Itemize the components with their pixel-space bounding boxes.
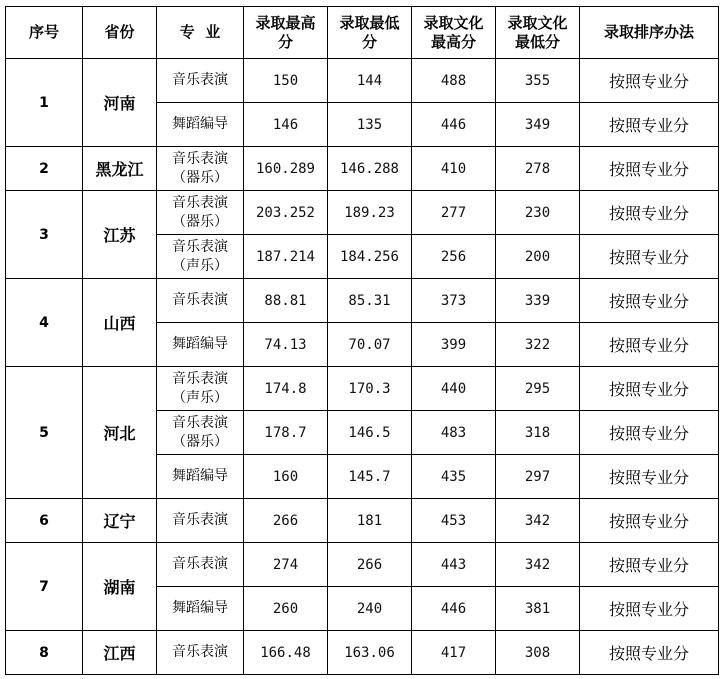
min-culture-cell: 295	[496, 367, 580, 411]
min-score-cell: 163.06	[328, 631, 412, 675]
row-index: 1	[6, 59, 83, 147]
method-cell: 按照专业分	[580, 367, 719, 411]
table-row	[6, 367, 719, 411]
min-score-cell: 85.31	[328, 279, 412, 323]
min-culture-cell: 200	[496, 235, 580, 279]
header-province: 省份	[83, 7, 157, 59]
major-cell	[157, 587, 244, 631]
table-row	[6, 279, 719, 323]
max-score-cell: 266	[244, 499, 328, 543]
max-score-cell: 150	[244, 59, 328, 103]
province-cell: 山西	[83, 279, 157, 367]
min-score-cell: 70.07	[328, 323, 412, 367]
max-score-cell: 166.48	[244, 631, 328, 675]
min-culture-cell: 339	[496, 279, 580, 323]
min-score-cell: 135	[328, 103, 412, 147]
major-cell	[157, 367, 244, 411]
method-cell: 按照专业分	[580, 147, 719, 191]
min-culture-cell: 355	[496, 59, 580, 103]
major-cell	[157, 191, 244, 235]
header-row	[6, 7, 719, 59]
major-line: 音乐表演	[172, 644, 228, 660]
province-cell: 河南	[83, 59, 157, 147]
min-culture-cell: 342	[496, 543, 580, 587]
major-cell	[157, 543, 244, 587]
major-line: 音乐表演	[172, 238, 228, 255]
max-culture-cell: 417	[412, 631, 496, 675]
major-line: 音乐表演	[172, 370, 228, 387]
major-line: 音乐表演	[172, 292, 228, 308]
major-line: （器乐）	[172, 169, 228, 186]
max-score-cell: 160.289	[244, 147, 328, 191]
major-cell	[157, 455, 244, 499]
major-cell	[157, 279, 244, 323]
max-score-cell: 160	[244, 455, 328, 499]
major-line: 音乐表演	[172, 194, 228, 211]
max-culture-cell: 488	[412, 59, 496, 103]
max-culture-cell: 440	[412, 367, 496, 411]
max-score-cell: 260	[244, 587, 328, 631]
row-index: 7	[6, 543, 83, 631]
header-max-score-line2: 分	[277, 32, 293, 51]
major-line: 舞蹈编导	[172, 468, 228, 484]
max-score-cell: 203.252	[244, 191, 328, 235]
province-cell: 江西	[83, 631, 157, 675]
method-cell: 按照专业分	[580, 103, 719, 147]
max-culture-cell: 483	[412, 411, 496, 455]
min-score-cell: 146.5	[328, 411, 412, 455]
max-culture-cell: 410	[412, 147, 496, 191]
min-score-cell: 145.7	[328, 455, 412, 499]
method-cell: 按照专业分	[580, 587, 719, 631]
min-score-cell: 181	[328, 499, 412, 543]
header-index: 序号	[6, 7, 83, 59]
table-row	[6, 631, 719, 675]
table-row	[6, 499, 719, 543]
min-score-cell: 189.23	[328, 191, 412, 235]
header-min-score-line2: 分	[361, 32, 377, 51]
min-score-cell: 146.288	[328, 147, 412, 191]
max-culture-cell: 373	[412, 279, 496, 323]
max-score-cell: 274	[244, 543, 328, 587]
min-culture-cell: 322	[496, 323, 580, 367]
header-min-score	[328, 7, 412, 59]
row-index: 6	[6, 499, 83, 543]
min-culture-cell: 318	[496, 411, 580, 455]
max-score-cell: 146	[244, 103, 328, 147]
major-line: （器乐）	[172, 213, 228, 230]
max-culture-cell: 256	[412, 235, 496, 279]
major-line: 音乐表演	[172, 150, 228, 167]
major-line: 音乐表演	[172, 72, 228, 88]
province-cell: 河北	[83, 367, 157, 499]
min-score-cell: 184.256	[328, 235, 412, 279]
major-line: 舞蹈编导	[172, 336, 228, 352]
major-cell	[157, 147, 244, 191]
method-cell: 按照专业分	[580, 59, 719, 103]
min-score-cell: 144	[328, 59, 412, 103]
max-culture-cell: 453	[412, 499, 496, 543]
method-cell: 按照专业分	[580, 191, 719, 235]
row-index: 4	[6, 279, 83, 367]
major-line: （声乐）	[172, 389, 228, 406]
header-min-score-line1: 录取最低	[339, 13, 400, 32]
max-culture-cell: 435	[412, 455, 496, 499]
method-cell: 按照专业分	[580, 411, 719, 455]
major-line: 舞蹈编导	[172, 600, 228, 616]
major-cell	[157, 235, 244, 279]
max-score-cell: 178.7	[244, 411, 328, 455]
major-line: 音乐表演	[172, 512, 228, 528]
major-cell	[157, 323, 244, 367]
min-culture-cell: 278	[496, 147, 580, 191]
max-score-cell: 74.13	[244, 323, 328, 367]
header-min-culture-line2: 最低分	[514, 32, 560, 51]
min-culture-cell: 349	[496, 103, 580, 147]
max-score-cell: 174.8	[244, 367, 328, 411]
max-culture-cell: 277	[412, 191, 496, 235]
header-major-label: 专 业	[179, 23, 221, 41]
header-min-culture	[496, 7, 580, 59]
major-line: （声乐）	[172, 257, 228, 274]
province-cell: 湖南	[83, 543, 157, 631]
min-score-cell: 240	[328, 587, 412, 631]
max-culture-cell: 446	[412, 103, 496, 147]
major-line: 舞蹈编导	[172, 116, 228, 132]
min-culture-cell: 297	[496, 455, 580, 499]
major-line: 音乐表演	[172, 556, 228, 572]
method-cell: 按照专业分	[580, 543, 719, 587]
major-cell	[157, 411, 244, 455]
row-index: 2	[6, 147, 83, 191]
table-row	[6, 543, 719, 587]
major-cell	[157, 103, 244, 147]
header-max-culture-line1: 录取文化	[423, 13, 484, 32]
row-index: 5	[6, 367, 83, 499]
method-cell: 按照专业分	[580, 279, 719, 323]
major-line: （器乐）	[172, 433, 228, 450]
table-row	[6, 59, 719, 103]
min-culture-cell: 308	[496, 631, 580, 675]
method-cell: 按照专业分	[580, 631, 719, 675]
max-score-cell: 187.214	[244, 235, 328, 279]
major-line: 音乐表演	[172, 414, 228, 431]
province-cell: 黑龙江	[83, 147, 157, 191]
min-score-cell: 170.3	[328, 367, 412, 411]
header-max-score-line1: 录取最高	[255, 13, 316, 32]
province-cell: 辽宁	[83, 499, 157, 543]
min-culture-cell: 381	[496, 587, 580, 631]
header-min-culture-line1: 录取文化	[507, 13, 568, 32]
max-culture-cell: 443	[412, 543, 496, 587]
method-cell: 按照专业分	[580, 235, 719, 279]
admission-scores-table	[5, 6, 719, 675]
major-cell	[157, 499, 244, 543]
major-cell	[157, 631, 244, 675]
table-body	[6, 59, 719, 675]
header-max-culture	[412, 7, 496, 59]
min-culture-cell: 230	[496, 191, 580, 235]
method-cell: 按照专业分	[580, 455, 719, 499]
min-culture-cell: 342	[496, 499, 580, 543]
min-score-cell: 266	[328, 543, 412, 587]
major-cell	[157, 59, 244, 103]
header-max-culture-line2: 最高分	[430, 32, 476, 51]
table-row	[6, 147, 719, 191]
province-cell: 江苏	[83, 191, 157, 279]
max-culture-cell: 446	[412, 587, 496, 631]
row-index: 3	[6, 191, 83, 279]
header-method: 录取排序办法	[580, 7, 719, 59]
method-cell: 按照专业分	[580, 323, 719, 367]
header-major	[157, 7, 244, 59]
max-score-cell: 88.81	[244, 279, 328, 323]
table-row	[6, 191, 719, 235]
method-cell: 按照专业分	[580, 499, 719, 543]
row-index: 8	[6, 631, 83, 675]
header-max-score	[244, 7, 328, 59]
max-culture-cell: 399	[412, 323, 496, 367]
